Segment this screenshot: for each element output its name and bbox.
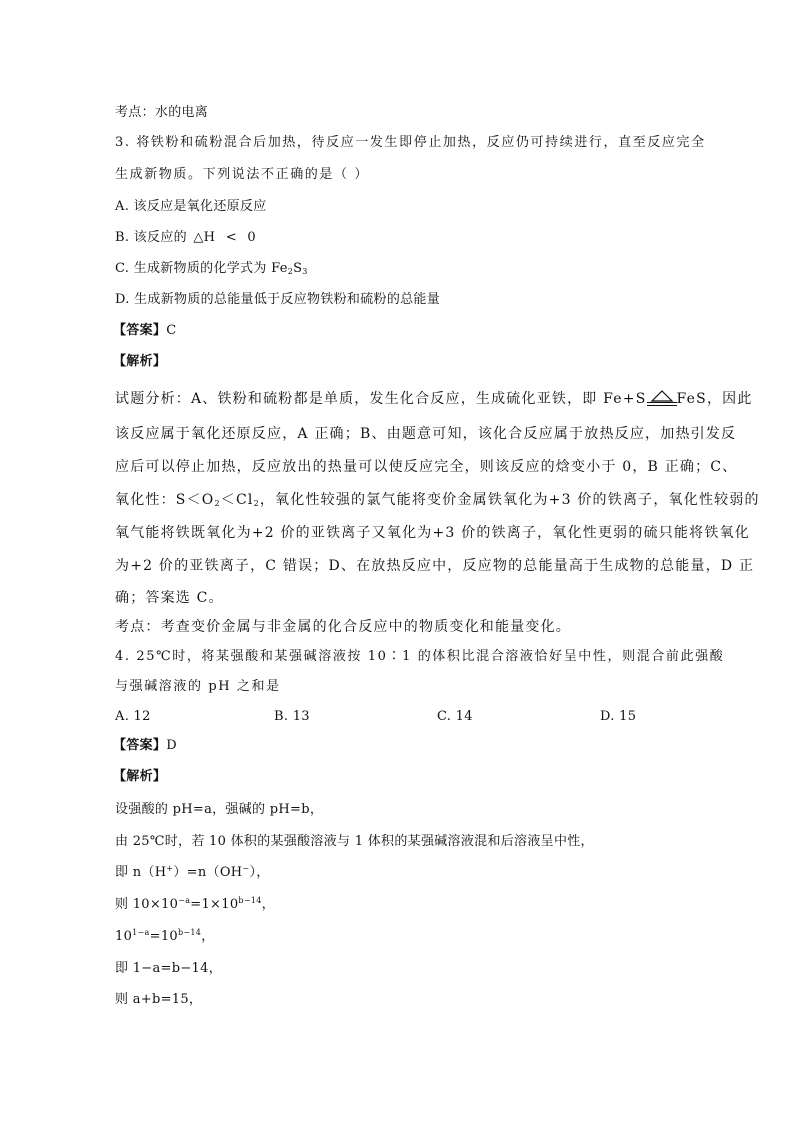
q3-answer [113,322,176,340]
q4-stem-line2: 与强碱溶液的 pH 之和是 [115,679,281,694]
solution-text: ）， [249,865,270,880]
analysis-text: FeS，因此 [676,391,753,407]
q3-analysis-line5: 氧气能将铁既氧化为+2 价的亚铁离子又氧化为+3 价的铁离子，氧化性更弱的硫只能将铁氧化 [115,525,750,541]
solution-text: ， [261,897,275,912]
q4-options [115,708,675,726]
sulfur-symbol: S [293,261,303,276]
q3-analysis-line2: 该反应属于氧化还原反应，A 正确；B、由题意可知，该化合反应属于放热反应，加热引发反 [115,426,737,442]
subscript: 2 [253,499,260,508]
subscript: 2 [214,499,221,508]
solution-text: ， [201,929,215,944]
q4-solution-line4 [115,896,275,914]
q3-option-b-value: 0 [247,230,256,245]
q3-option-a: A. 该反应是氧化还原反应 [115,199,267,214]
q3-analysis-label: 【解析】 [113,354,167,369]
q4-answer [113,737,177,755]
solution-text: 10 [115,929,133,944]
solution-text: 即 n（H [115,865,167,880]
solution-text: =10 [149,929,178,944]
q4-analysis-label: 【解析】 [113,769,167,784]
superscript: + [166,864,174,873]
q4-option-d: D. 15 [600,709,637,724]
superscript: − [242,864,250,873]
q3-analysis-line3: 应后可以停止加热，反应放出的热量可以使反应完全，则该反应的焓变小于 0，B 正确；C、 [115,459,738,475]
answer-value: D [166,738,177,753]
q3-kaodian: 考点：考查变价金属与非金属的化合反应中的物质变化和能量变化。 [115,619,571,635]
q3-option-c-prefix: C. 生成新物质的化学式为 Fe [115,261,288,276]
q4-solution-line7: 则 a+b=15， [115,992,203,1007]
superscript: 1−a [132,928,150,937]
q4-solution-line1: 设强酸的 pH=a，强碱的 pH=b， [115,802,324,817]
heating-reaction-arrow [647,390,677,408]
subscript: 2 [287,267,294,276]
subscript: 3 [302,267,308,276]
delta-h-symbol: △H [193,230,216,245]
answer-label: 【答案】 [113,323,167,338]
solution-text: ）=n（OH [173,865,243,880]
heating-triangle-icon [650,390,674,402]
previous-kaodian: 考点：水的电离 [115,105,209,120]
superscript: −a [178,896,191,905]
q4-solution-line2: 由 25℃时，若 10 体积的某强酸溶液与 1 体积的某强碱溶液混和后溶液呈中性， [115,834,594,849]
superscript: b−14 [177,928,202,937]
answer-label: 【答案】 [113,738,167,753]
q3-analysis-line1 [115,390,753,408]
analysis-text: ，氧化性较强的氯气能将变价金属铁氧化为+3 价的铁离子，氧化性较弱的 [259,492,760,508]
q4-option-c: C. 14 [437,709,473,724]
solution-text: 则 10×10 [115,897,179,912]
less-than-sign: < [225,230,237,245]
analysis-text: ＜Cl [220,492,254,508]
q4-solution-line5 [115,928,215,946]
q4-stem-line1: 4. 25℃时，将某强酸和某强碱溶液按 10∶1 的体积比混合溶液恰好呈中性，则混合前此强酸 [115,649,725,664]
solution-text: =1×10 [190,897,239,912]
q3-analysis-line6: 为+2 价的亚铁离子，C 错误；D、在放热反应中，反应物的总能量高于生成物的总能量，D 正 [115,558,755,574]
q3-analysis-line4 [115,491,760,509]
q4-option-b: B. 13 [274,709,310,724]
q4-solution-line6: 即 1−a=b−14， [115,961,222,976]
q4-option-a: A. 12 [115,709,151,724]
q3-stem-line2: 生成新物质。下列说法不正确的是（ ） [115,167,369,182]
q4-solution-line3 [115,864,270,882]
q3-option-d: D. 生成新物质的总能量低于反应物铁粉和硫粉的总能量 [115,292,441,307]
q3-option-b-prefix: B. 该反应的 [115,230,187,245]
q3-stem-line1: 3. 将铁粉和硫粉混合后加热，待反应一发生即停止加热，反应仍可持续进行，直至反应完全 [115,135,706,150]
q3-analysis-line7: 确；答案选 C。 [115,590,224,606]
q3-option-b [115,229,256,247]
analysis-text: 氧化性：S＜O [115,492,215,508]
analysis-text: 试题分析：A、铁粉和硫粉都是单质，发生化合反应，生成硫化亚铁，即 Fe+S [115,391,647,407]
superscript: b−14 [238,896,262,905]
q3-option-c [115,260,308,278]
answer-value: C [166,323,177,338]
